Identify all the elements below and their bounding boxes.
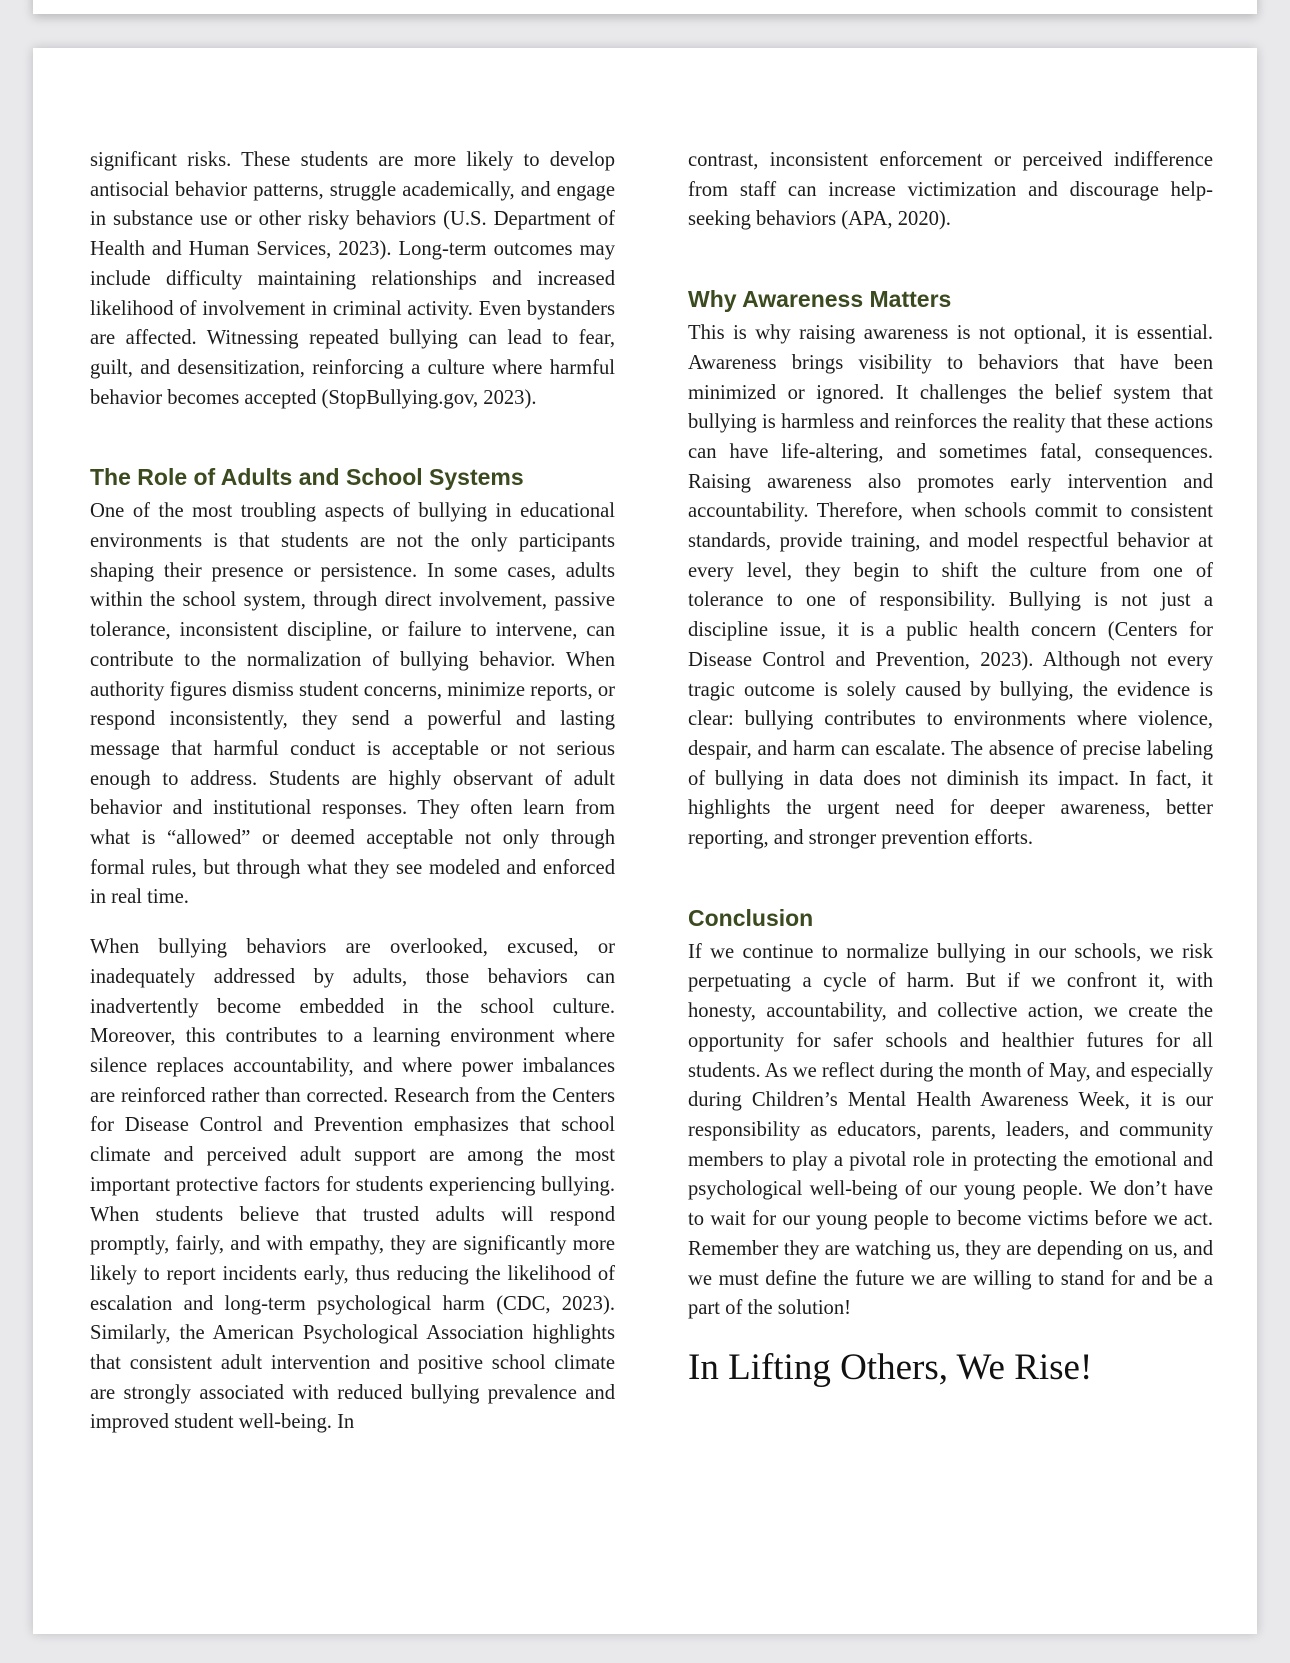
- previous-page-edge: [33, 0, 1257, 14]
- heading-conclusion: Conclusion: [688, 904, 814, 931]
- paragraph-troubling-aspects: One of the most troubling aspects of bullying in educational environments is that students are not the only participants shaping their presence or persistence. In some cases, adults within the school system, through direct involvement, passive tolerance, inconsistent discipline, or failure to intervene, can contribute to the normalization of bullying behavior. When authority figures dismiss student concerns, minimize reports, or respond inconsistently, they send a powerful and lasting message that harmful conduct is acceptable or not serious enough to address. Students are highly observant of adult behavior and institutional responses. They often learn from what is “allowed” or deemed acceptable not only through formal rules, but through what they see modeled and enforced in real time.: [90, 500, 615, 909]
- paragraph-contrast: contrast, inconsistent enforcement or perceived indifference from staff can increase victimization and discourage help-seeking behaviors (APA, 2020).: [688, 149, 1213, 231]
- motto-text: In Lifting Others, We Rise!: [688, 1346, 1093, 1388]
- paragraph-risks: significant risks. These students are more likely to develop antisocial behavior patterns, struggle academically, and engage in substance use or other risky behaviors (U.S. Department of Health and Human Services, 2023). Long-term outcomes may include difficulty maintaining relationships and increased likelihood of involvement in criminal activity. Even bystanders are affected. Witnessing repeated bullying can lead to fear, guilt, and desensitization, reinforcing a culture where harmful behavior becomes accepted (StopBullying.gov, 2023).: [90, 149, 615, 409]
- paragraph-overlooked-behaviors: When bullying behaviors are overlooked, excused, or inadequately addressed by adults, those behaviors can inadvertently become embedded in the school culture. Moreover, this contributes to a learning environment where silence replaces accountability, and where power imbalances are reinforced rather than corrected. Research from the Centers for Disease Control and Prevention emphasizes that school climate and perceived adult support are among the most important protective factors for students experiencing bullying. When students believe that trusted adults will respond promptly, fairly, and with empathy, they are significantly more likely to report incidents early, thus reducing the likelihood of escalation and long-term psychological harm (CDC, 2023). Similarly, the American Psychological Association highlights that consistent adult intervention and positive school climate are strongly associated with reduced bullying prevalence and improved student well-being. In: [90, 936, 615, 1434]
- spacer: [688, 854, 1213, 904]
- left-column: [90, 146, 615, 1438]
- document-page: [33, 48, 1257, 1634]
- spacer: [90, 913, 615, 933]
- spacer: [688, 1324, 1213, 1346]
- heading-role-of-adults: The Role of Adults and School Systems: [90, 464, 524, 491]
- heading-why-awareness-matters: Why Awareness Matters: [688, 286, 952, 313]
- paragraph-conclusion: If we continue to normalize bullying in our schools, we risk perpetuating a cycle of harm. But if we confront it, with honesty, accountability, and collective action, we create the opportunity for safer schools and healthier futures for all students. As we reflect during the month of May, and especially during Children’s Mental Health Awareness Week, it is our responsibility as educators, parents, leaders, and community members to play a pivotal role in protecting the emotional and psychological well-being of our young people. We don’t have to wait for our young people to become victims before we act. Remember they are watching us, they are depending on us, and we must define the future we are willing to stand for and be a part of the solution!: [688, 940, 1213, 1320]
- spacer: [688, 235, 1213, 285]
- right-column: [688, 146, 1213, 1390]
- spacer: [90, 413, 615, 463]
- paragraph-awareness: This is why raising awareness is not optional, it is essential. Awareness brings visibility to behaviors that have been minimized or ignored. It challenges the belief system that bullying is harmless and reinforces the reality that these actions can have life-altering, and sometimes fatal, consequences. Raising awareness also promotes early intervention and accountability. Therefore, when schools commit to consistent standards, provide training, and model respectful behavior at every level, they begin to shift the culture from one of tolerance to one of responsibility. Bullying is not just a discipline issue, it is a public health concern (Centers for Disease Control and Prevention, 2023). Although not every tragic outcome is solely caused by bullying, the evidence is clear: bullying contributes to environments where violence, despair, and harm can escalate. The absence of precise labeling of bullying in data does not diminish its impact. In fact, it highlights the urgent need for deeper awareness, better reporting, and stronger prevention efforts.: [688, 322, 1213, 850]
